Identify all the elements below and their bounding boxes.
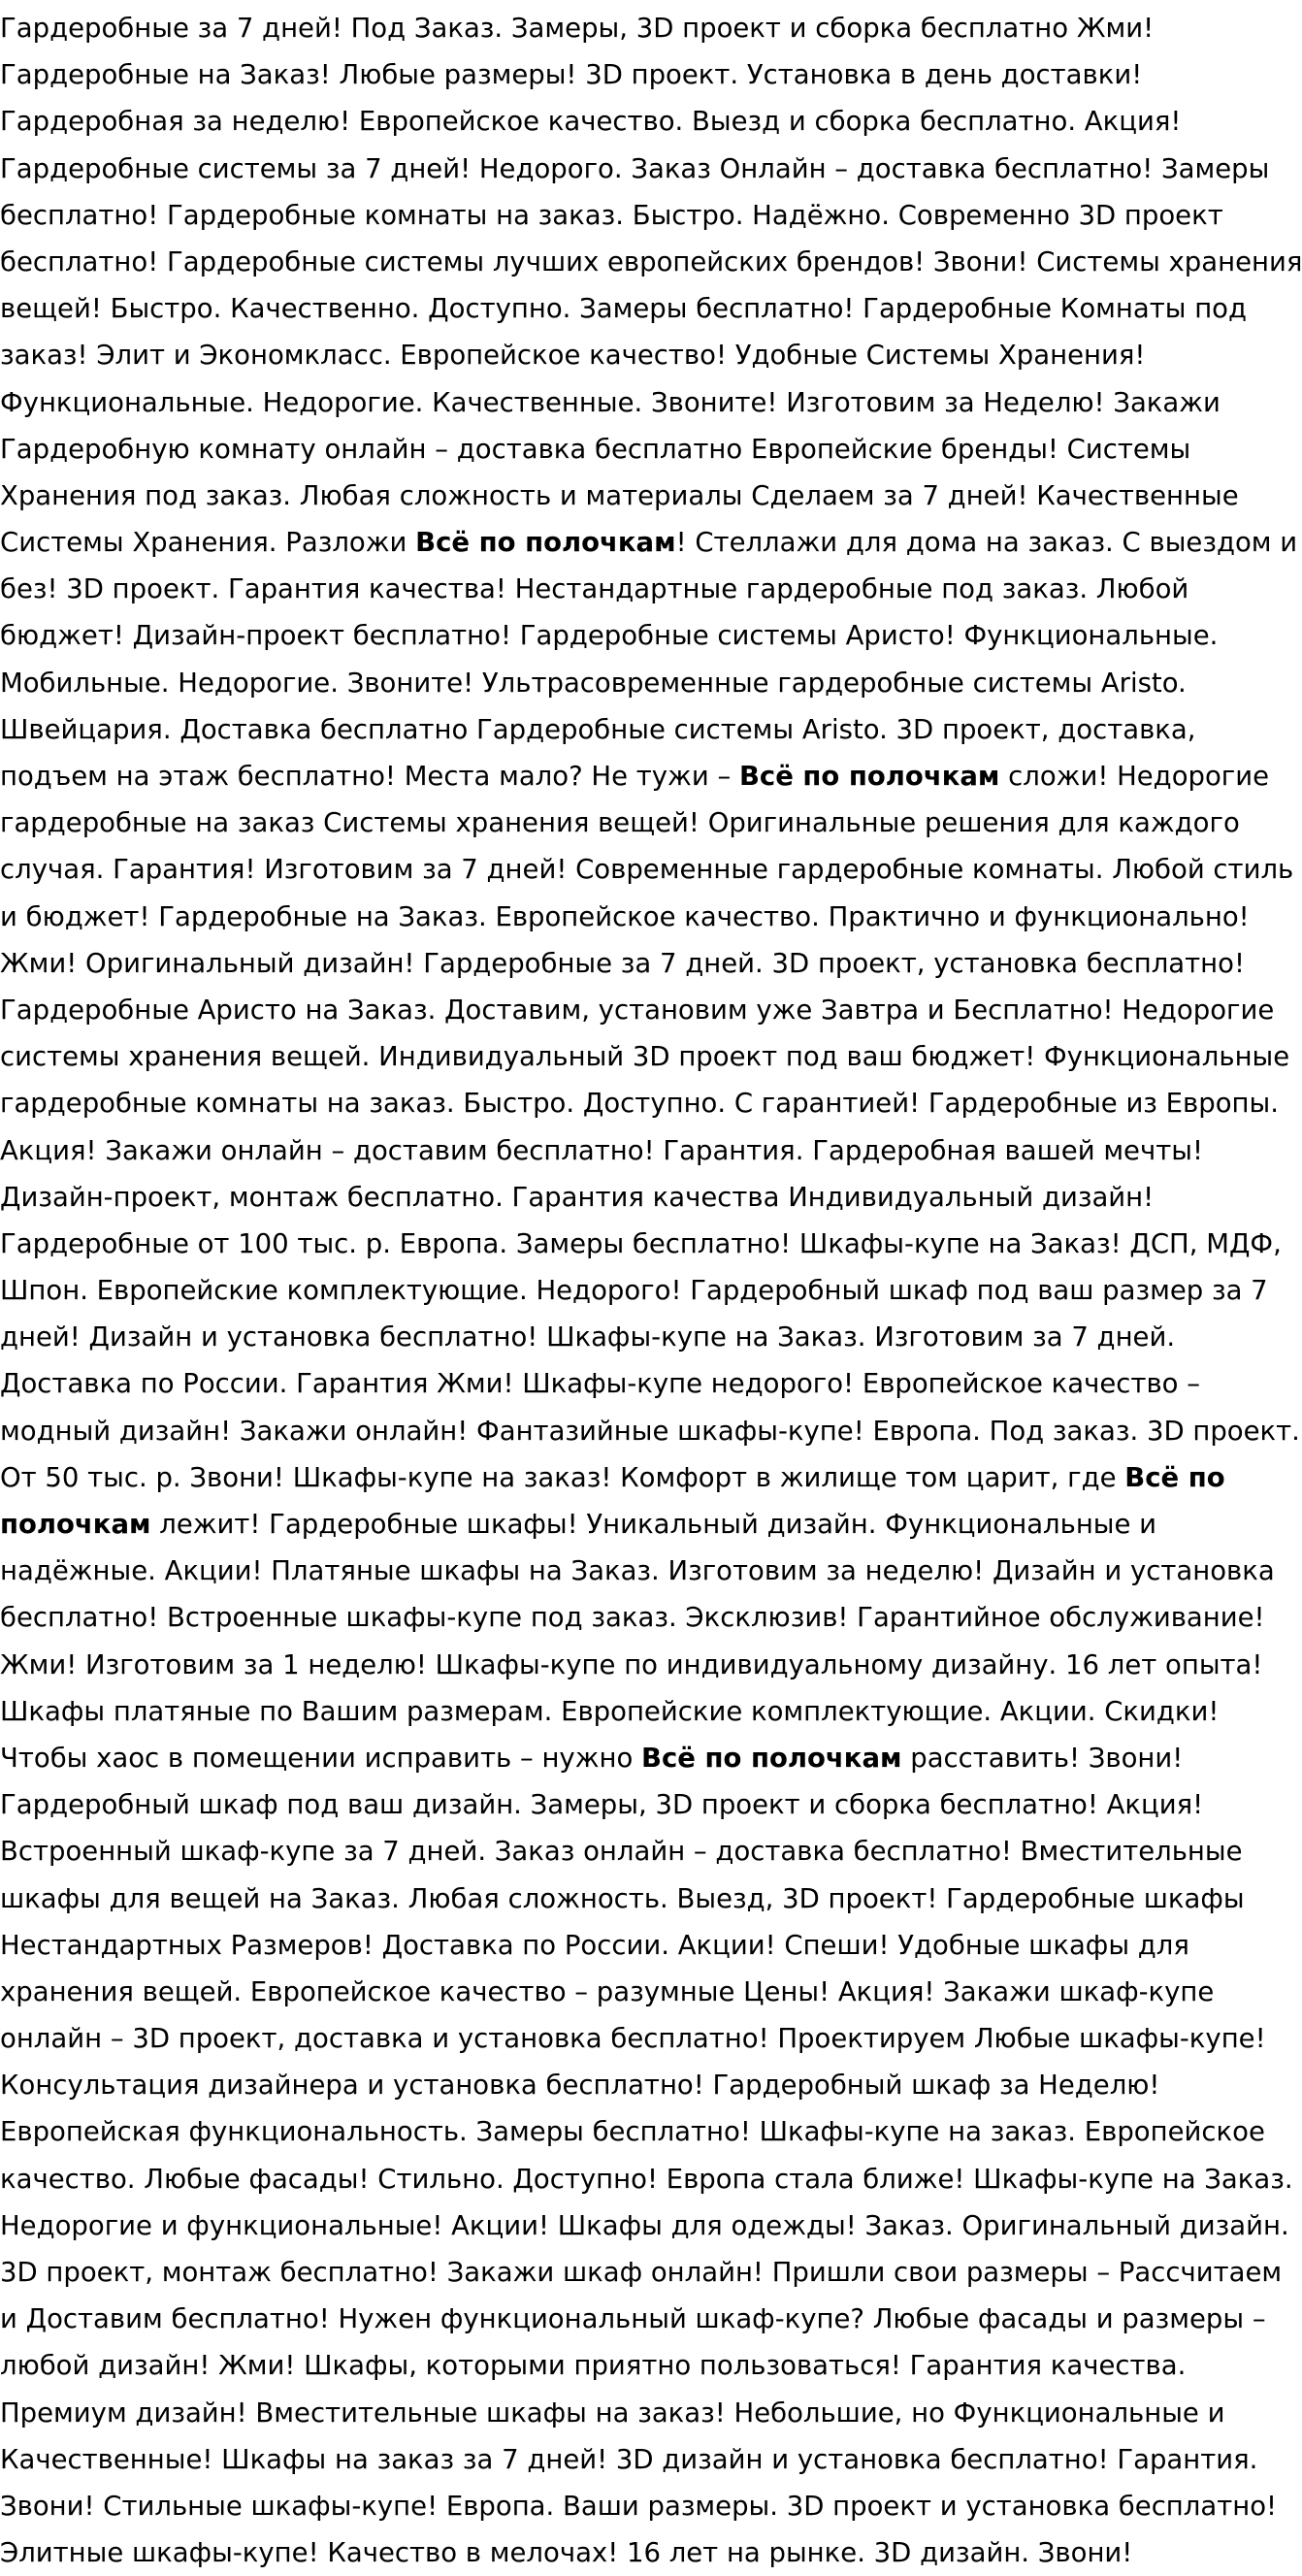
text-segment: Гардеробные на Заказ! Любые размеры! 3D проект. Установка в день доставки! — [0, 59, 1143, 91]
text-segment: шкафы для вещей на Заказ. Любая сложность. Выезд, 3D проект! Гардеробные шкафы — [0, 1882, 1245, 1914]
text-segment: Системы Хранения. Разложи — [0, 527, 416, 559]
highlight-phrase: Всё по — [1124, 1461, 1225, 1493]
text-line — [0, 940, 1245, 987]
text-line — [0, 1408, 1300, 1454]
text-line — [0, 987, 1275, 1033]
text-line — [0, 753, 1270, 799]
text-line — [0, 2390, 1232, 2436]
text-segment: Дизайн-проект, монтаж бесплатно. Гарантия качества Индивидуальный дизайн! — [0, 1181, 1155, 1213]
text-segment: гардеробные на заказ Системы хранения вещей! Оригинальные решения для каждого — [0, 807, 1240, 839]
text-segment: подъем на этаж бесплатно! Места мало? Не тужи – — [0, 761, 739, 792]
text-segment: Доставка по России. Гарантия Жми! Шкафы-купе недорого! Европейское качество – — [0, 1368, 1200, 1400]
text-line — [0, 660, 1232, 706]
text-line — [0, 2296, 1266, 2342]
text-line — [0, 1781, 1232, 1828]
text-segment: Функциональные. Недорогие. Качественные. Звоните! Изготовим за Неделю! Закажи — [0, 386, 1221, 418]
text-line — [0, 1969, 1232, 2015]
ad-text-block — [0, 5, 1302, 2576]
text-line — [0, 1080, 1279, 1126]
text-line — [0, 1875, 1245, 1922]
text-line — [0, 2202, 1289, 2249]
text-line — [0, 1548, 1275, 1594]
text-line — [0, 473, 1239, 519]
text-segment: Швейцария. Доставка бесплатно Гардеробные системы Aristo. 3D проект, доставка, — [0, 713, 1196, 745]
text-segment: Европейская функциональность. Замеры бесплатно! Шкафы-купе на заказ. Европейское — [0, 2116, 1265, 2148]
text-line — [0, 2483, 1278, 2529]
text-line — [0, 2342, 1232, 2389]
text-segment: бесплатно! Встроенные шкафы-купе под заказ. Эксклюзив! Гарантийное обслуживание! — [0, 1602, 1265, 1634]
text-segment: Хранения под заказ. Любая сложность и материалы Сделаем за 7 дней! Качественные — [0, 479, 1239, 511]
text-segment: Гардеробные от 100 тыс. р. Европа. Замеры бесплатно! Шкафы-купе на Заказ! ДСП, МДФ, — [0, 1227, 1282, 1259]
text-line — [0, 1033, 1290, 1080]
text-line — [0, 1127, 1232, 1174]
text-line — [0, 846, 1294, 893]
text-line — [0, 1314, 1232, 1360]
text-segment: Мобильные. Недорогие. Звоните! Ультрасовременные гардеробные системы Aristo. — [0, 667, 1187, 699]
text-segment: и бюджет! Гардеробные на Заказ. Европейское качество. Практично и функционально! — [0, 900, 1250, 932]
text-line — [0, 1642, 1263, 1688]
text-line — [0, 1501, 1232, 1548]
text-segment: Жми! Оригинальный дизайн! Гардеробные за 7 дней. 3D проект, установка бесплатно! — [0, 947, 1245, 979]
text-line — [0, 2436, 1258, 2483]
text-line — [0, 5, 1232, 51]
text-line — [0, 612, 1232, 659]
text-segment: случая. Гарантия! Изготовим за 7 дней! Современные гардеробные комнаты. Любой стиль — [0, 854, 1294, 886]
text-segment: лежит! Гардеробные шкафы! Уникальный дизайн. Функциональные и — [150, 1509, 1157, 1540]
text-segment: Шпон. Европейские комплектующие. Недорого! Гардеробный шкаф под ваш размер за 7 — [0, 1275, 1268, 1307]
text-segment: расставить! Звони! — [901, 1742, 1184, 1774]
text-segment: бесплатно! Гардеробные комнаты на заказ. Быстро. Надёжно. Современно 3D проект — [0, 199, 1223, 231]
text-segment: Гардеробные Аристо на Заказ. Доставим, установим уже Завтра и Бесплатно! Недорогие — [0, 994, 1275, 1026]
text-line — [0, 51, 1232, 98]
text-line — [0, 1174, 1232, 1221]
text-segment: Гардеробные системы за 7 дней! Недорого. Заказ Онлайн – доставка бесплатно! Замеры — [0, 152, 1270, 184]
text-segment: Недорогие и функциональные! Акции! Шкафы для одежды! Заказ. Оригинальный дизайн. — [0, 2209, 1289, 2241]
text-segment: заказ! Элит и Экономкласс. Европейское качество! Удобные Системы Хранения! — [0, 340, 1146, 372]
text-line — [0, 1828, 1243, 1875]
text-segment: Гардеробная за неделю! Европейское качество. Выезд и сборка бесплатно. Акция! — [0, 106, 1182, 138]
text-line — [0, 239, 1302, 285]
text-segment: Встроенный шкаф-купе за 7 дней. Заказ онлайн – доставка бесплатно! Вместительные — [0, 1836, 1243, 1868]
text-segment: Нестандартных Размеров! Доставка по России. Акции! Спеши! Удобные шкафы для — [0, 1929, 1189, 1961]
text-segment: дней! Дизайн и установка бесплатно! Шкафы-купе на Заказ. Изготовим за 7 дней. — [0, 1321, 1176, 1353]
text-line — [0, 192, 1232, 239]
text-line — [0, 379, 1232, 426]
text-line — [0, 2529, 1232, 2576]
text-segment: бесплатно! Гардеробные системы лучших европейских брендов! Звони! Системы хранения — [0, 245, 1302, 277]
text-segment: 3D проект, монтаж бесплатно! Закажи шкаф онлайн! Пришли свои размеры – Рассчитаем — [0, 2257, 1283, 2288]
highlight-phrase: Всё по полочкам — [641, 1742, 902, 1774]
highlight-phrase: Всё по полочкам — [415, 527, 676, 559]
text-line — [0, 519, 1298, 566]
text-segment: Жми! Изготовим за 1 неделю! Шкафы-купе по индивидуальному дизайну. 16 лет опыта! — [0, 1648, 1263, 1680]
text-segment: Гардеробный шкаф под ваш дизайн. Замеры, 3D проект и сборка бесплатно! Акция! — [0, 1789, 1204, 1821]
text-line — [0, 1922, 1232, 1969]
text-segment: хранения вещей. Европейское качество – разумные Цены! Акция! Закажи шкаф-купе — [0, 1975, 1215, 2007]
text-segment: системы хранения вещей. Индивидуальный 3D проект под ваш бюджет! Функциональные — [0, 1041, 1290, 1073]
text-line — [0, 1360, 1232, 1407]
text-segment: Элитные шкафы-купе! Качество в мелочах! 16 лет на рынке. 3D дизайн. Звони! — [0, 2537, 1133, 2569]
text-line — [0, 2249, 1283, 2296]
text-segment: надёжные. Акции! Платяные шкафы на Заказ. Изготовим за неделю! Дизайн и установка — [0, 1555, 1275, 1587]
text-segment: Качественные! Шкафы на заказ за 7 дней! 3D дизайн и установка бесплатно! Гарантия. — [0, 2443, 1258, 2475]
text-segment: сложи! Недорогие — [999, 761, 1270, 792]
text-line — [0, 426, 1232, 473]
text-line — [0, 1688, 1232, 1735]
text-segment: ! Стеллажи для дома на заказ. С выездом и — [675, 527, 1298, 559]
text-line — [0, 146, 1270, 192]
text-segment: гардеробные комнаты на заказ. Быстро. Доступно. С гарантией! Гардеробные из Европы. — [0, 1088, 1279, 1120]
text-segment: Шкафы платяные по Вашим размерам. Европейские комплектующие. Акции. Скидки! — [0, 1695, 1220, 1727]
text-segment: От 50 тыс. р. Звони! Шкафы-купе на заказ! Комфорт в жилище том царит, где — [0, 1461, 1125, 1493]
text-segment: Гардеробную комнату онлайн – доставка бесплатно Европейские бренды! Системы — [0, 433, 1191, 465]
text-segment: Премиум дизайн! Вместительные шкафы на заказ! Небольшие, но Функциональные и — [0, 2397, 1225, 2429]
text-segment: без! 3D проект. Гарантия качества! Нестандартные гардеробные под заказ. Любой — [0, 573, 1189, 605]
text-segment: Акция! Закажи онлайн – доставим бесплатно! Гарантия. Гардеробная вашей мечты! — [0, 1134, 1203, 1166]
text-segment: Звони! Стильные шкафы-купе! Европа. Ваши размеры. 3D проект и установка бесплатно! — [0, 2490, 1278, 2522]
text-line — [0, 1454, 1232, 1501]
text-segment: Чтобы хаос в помещении исправить – нужно — [0, 1742, 642, 1774]
text-line — [0, 285, 1248, 332]
text-segment: модный дизайн! Закажи онлайн! Фантазийные шкафы-купе! Европа. Под заказ. 3D проект. — [0, 1415, 1300, 1447]
text-segment: Консультация дизайнера и установка бесплатно! Гардеробный шкаф за Неделю! — [0, 2070, 1160, 2102]
text-segment: онлайн – 3D проект, доставка и установка бесплатно! Проектируем Любые шкафы-купе! — [0, 2023, 1266, 2055]
text-line — [0, 1221, 1282, 1267]
text-line — [0, 1594, 1265, 1641]
text-segment: качество. Любые фасады! Стильно. Доступно! Европа стала ближе! Шкафы-купе на Заказ. — [0, 2163, 1293, 2195]
text-line — [0, 2108, 1265, 2155]
text-segment: любой дизайн! Жми! Шкафы, которыми приятно пользоваться! Гарантия качества. — [0, 2350, 1187, 2382]
text-line — [0, 1267, 1268, 1314]
text-segment: бюджет! Дизайн-проект бесплатно! Гардеробные системы Аристо! Функциональные. — [0, 620, 1219, 652]
text-line — [0, 2156, 1293, 2202]
text-line — [0, 332, 1232, 378]
text-line — [0, 2015, 1266, 2062]
text-line — [0, 98, 1232, 145]
text-segment: Гардеробные за 7 дней! Под Заказ. Замеры, 3D проект и сборка бесплатно Жми! — [0, 13, 1155, 44]
highlight-phrase: полочкам — [0, 1509, 151, 1540]
text-line — [0, 1735, 1232, 1781]
text-line — [0, 706, 1232, 753]
text-segment: вещей! Быстро. Качественно. Доступно. Замеры бесплатно! Гардеробные Комнаты под — [0, 293, 1248, 325]
text-line — [0, 566, 1232, 612]
highlight-phrase: Всё по полочкам — [738, 761, 1000, 792]
text-line — [0, 799, 1240, 846]
text-line — [0, 894, 1250, 940]
text-segment: и Доставим бесплатно! Нужен функциональный шкаф-купе? Любые фасады и размеры – — [0, 2303, 1266, 2335]
text-line — [0, 2062, 1232, 2108]
